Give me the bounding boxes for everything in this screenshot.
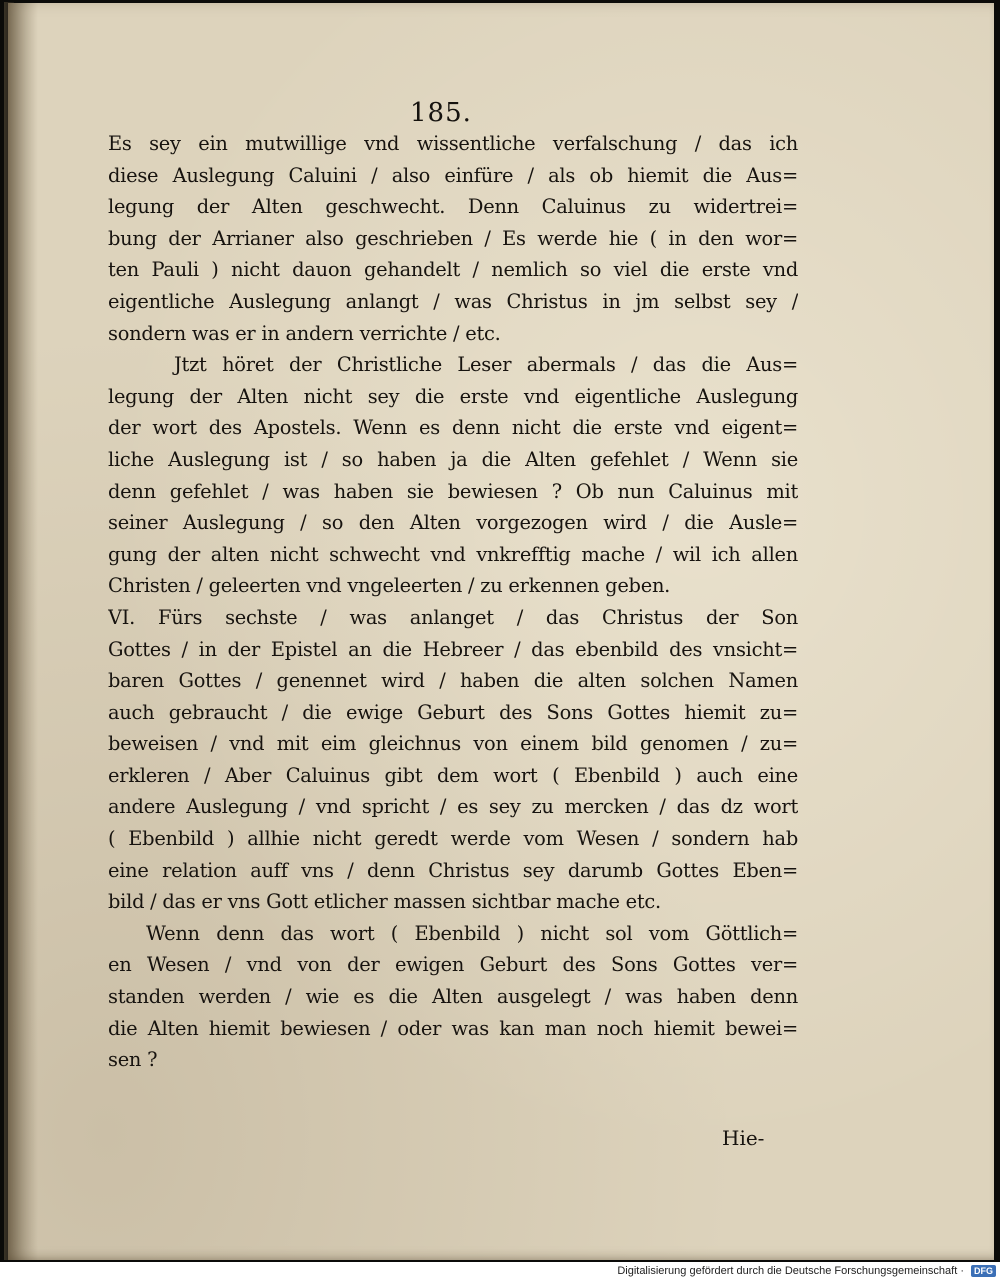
text-line: der wort des Apostels. Wenn es denn nicht die erste vnd eigent= <box>108 416 798 440</box>
text-line: die Alten hiemit bewiesen / oder was kan man noch hiemit bewei= <box>108 1016 798 1040</box>
text-line: baren Gottes / genennet wird / haben die alten solchen Namen <box>108 669 798 693</box>
text-line: gung der alten nicht schwecht vnd vnkrefftig mache / wil ich allen <box>108 542 798 566</box>
page-text-block <box>108 128 798 1076</box>
text-line: andere Auslegung / vnd spricht / es sey zu mercken / das dz wort <box>108 795 798 819</box>
text-line: auch gebraucht / die ewige Geburt des Sons Gottes hiemit zu= <box>108 700 798 724</box>
text-line: erkleren / Aber Caluinus gibt dem wort ( Ebenbild ) auch eine <box>108 763 798 787</box>
text-line: Jtzt höret der Christliche Leser abermals / das die Aus= <box>174 353 798 377</box>
text-line: eine relation auff vns / denn Christus sey darumb Gottes Eben= <box>108 858 798 882</box>
text-line: Christen / geleerten vnd vngeleerten / zu erkennen geben. <box>108 574 671 598</box>
text-line: beweisen / vnd mit eim gleichnus von einem bild genomen / zu= <box>108 732 798 756</box>
text-line: liche Auslegung ist / so haben ja die Alten gefehlet / Wenn sie <box>108 447 798 471</box>
text-line: bung der Arrianer also geschrieben / Es werde hie ( in den wor= <box>108 226 798 250</box>
text-line: legung der Alten geschwecht. Denn Caluinus zu widertrei= <box>108 195 798 219</box>
text-line: Gottes / in der Epistel an die Hebreer / das ebenbild des vnsicht= <box>108 637 798 661</box>
text-line: VI. Fürs sechste / was anlanget / das Christus der Son <box>108 605 798 629</box>
page-gutter <box>8 3 38 1260</box>
footer-bar <box>0 1262 1000 1281</box>
text-line: ( Ebenbild ) allhie nicht geredt werde vom Wesen / sondern hab <box>108 827 798 851</box>
text-line: seiner Auslegung / so den Alten vorgezogen wird / die Ausle= <box>108 511 798 535</box>
text-line: diese Auslegung Caluini / also einfüre / als ob hiemit die Aus= <box>108 163 798 187</box>
funding-credit: Digitalisierung gefördert durch die Deutsche Forschungsgemeinschaft · <box>617 1265 964 1277</box>
text-line: sen ? <box>108 1048 158 1072</box>
page-number: 185. <box>410 98 472 128</box>
text-line: Es sey ein mutwillige vnd wissentliche verfalschung / das ich <box>108 132 798 155</box>
catchword: Hie- <box>722 1126 765 1150</box>
text-line: bild / das er vns Gott etlicher massen sichtbar mache etc. <box>108 890 661 914</box>
dfg-logo-icon: DFG <box>971 1265 996 1277</box>
text-line: ten Pauli ) nicht dauon gehandelt / nemlich so viel die erste vnd <box>108 258 798 282</box>
text-line: sondern was er in andern verrichte / etc. <box>108 321 501 345</box>
text-line: denn gefehlet / was haben sie bewiesen ? Ob nun Caluinus mit <box>108 479 798 503</box>
text-line: en Wesen / vnd von der ewigen Geburt des Sons Gottes ver= <box>108 953 798 977</box>
text-line: Wenn denn das wort ( Ebenbild ) nicht sol vom Göttlich= <box>146 921 798 945</box>
text-line: standen werden / wie es die Alten ausgelegt / was haben denn <box>108 985 798 1009</box>
text-line: eigentliche Auslegung anlangt / was Christus in jm selbst sey / <box>108 289 798 313</box>
text-line: legung der Alten nicht sey die erste vnd eigentliche Auslegung <box>108 384 798 408</box>
